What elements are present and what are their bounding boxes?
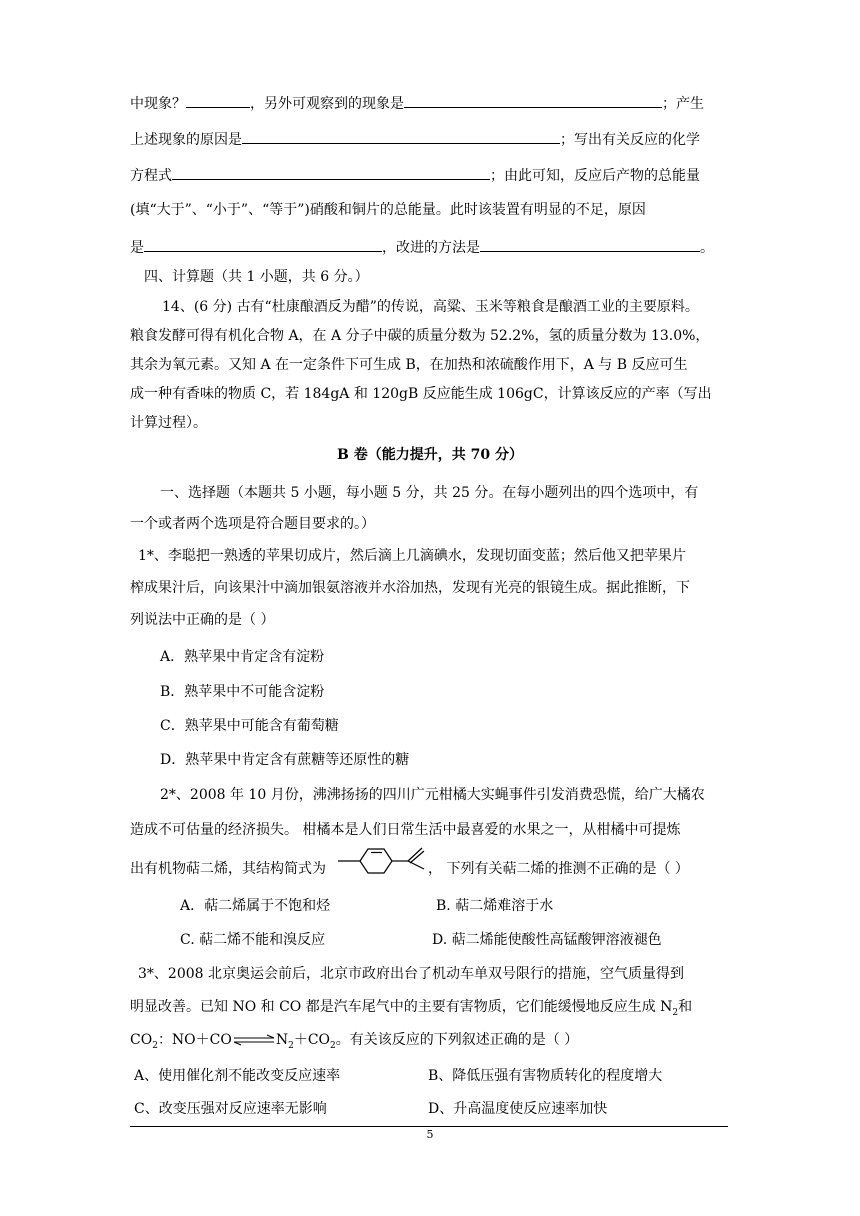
terpene-structure-formula bbox=[338, 843, 428, 879]
q1-stem-line: 列说法中正确的是（ ） bbox=[130, 612, 275, 628]
q14-line: 成一种有香味的物质 C，若 184gA 和 120gB 反应能生成 106gC，计算该反应的产率（写出 bbox=[130, 386, 712, 402]
page-number: 5 bbox=[426, 1128, 434, 1141]
subscript: 2 bbox=[330, 1040, 336, 1051]
q2-option-c[interactable]: C. 萜二烯不能和溴反应 bbox=[180, 932, 326, 948]
answer-blank[interactable] bbox=[144, 236, 382, 252]
text: 方程式 bbox=[130, 168, 172, 184]
b-intro-line: 一、选择题（本题共 5 小题，每小题 5 分，共 25 分。在每小题列出的四个选项中，有 bbox=[160, 485, 699, 501]
q14-line: 粮食发酵可得有机化合物 A，在 A 分子中碳的质量分数为 52.2%，氢的质量分数为 13.0%， bbox=[130, 328, 710, 344]
q1-option-b[interactable]: B．熟苹果中不可能含淀粉 bbox=[160, 684, 325, 700]
q13-line-2 bbox=[130, 128, 700, 150]
text: ，改进的方法是 bbox=[382, 240, 480, 256]
subscript: 2 bbox=[288, 1040, 294, 1051]
q3-option-d[interactable]: D、升高温度使反应速率加快 bbox=[428, 1101, 608, 1117]
answer-blank[interactable] bbox=[242, 128, 560, 144]
q1-stem-line: 1*、李聪把一熟透的苹果切成片，然后滴上几滴碘水，发现切面变蓝；然后他又把苹果片 bbox=[138, 548, 686, 564]
answer-blank[interactable] bbox=[404, 92, 662, 108]
q1-option-a[interactable]: A．熟苹果中肯定含有淀粉 bbox=[160, 649, 325, 665]
q14-line: 计算过程）。 bbox=[130, 415, 207, 431]
q1-stem-line: 榨成果汁后，向该果汁中滴加银氨溶液并水浴加热，发现有光亮的银镜生成。据此推断，下 bbox=[130, 580, 690, 596]
subscript: 2 bbox=[152, 1040, 158, 1051]
b-intro-line: 一个或者两个选项是符合题目要求的。） bbox=[130, 516, 375, 532]
q2-stem-line: 2*、2008 年 10 月份，沸沸扬扬的四川广元柑橘大实蝇事件引发消费恐慌，给广大橘农 bbox=[160, 787, 705, 803]
text: ；写出有关反应的化学 bbox=[560, 132, 700, 148]
q1-option-d[interactable]: D．熟苹果中肯定含有蔗糖等还原性的糖 bbox=[160, 752, 410, 768]
q13-line-3 bbox=[130, 164, 700, 186]
q13-line-4: (填“大于”、“小于”、“等于”)硝酸和铜片的总能量。此时该装置有明显的不足，原因 bbox=[130, 202, 646, 218]
footer-rule bbox=[130, 1126, 728, 1127]
text: 明显改善。已知 NO 和 CO 都是汽车尾气中的主要有害物质，它们能缓慢地反应生成 N bbox=[130, 999, 673, 1015]
q3-stem-line: 3*、2008 北京奥运会前后，北京市政府出台了机动车单双号限行的措施，空气质量得到 bbox=[138, 966, 684, 982]
text: 是 bbox=[130, 240, 144, 256]
subscript: 2 bbox=[672, 1007, 679, 1018]
q2-option-b[interactable]: B. 萜二烯难溶于水 bbox=[436, 898, 554, 914]
q13-line-5 bbox=[130, 236, 714, 258]
text: 。 bbox=[700, 240, 714, 256]
q2-stem-line-end: ， 下列有关萜二烯的推测不正确的是（ ） bbox=[428, 861, 689, 877]
text: ，另外可观察到的现象是 bbox=[250, 96, 404, 112]
text: 和 bbox=[678, 999, 693, 1015]
q3-option-a[interactable]: A、使用催化剂不能改变反应速率 bbox=[134, 1068, 341, 1084]
text: ；由此可知，反应后产物的总能量 bbox=[490, 168, 700, 184]
q2-option-a[interactable]: A．萜二烯属于不饱和烃 bbox=[180, 898, 331, 914]
q3-option-c[interactable]: C、改变压强对反应速率无影响 bbox=[134, 1101, 327, 1117]
reversible-arrow-icon bbox=[232, 1034, 276, 1046]
text: CO bbox=[130, 1032, 153, 1048]
b-section-title: B 卷（能力提升，共 70 分） bbox=[337, 447, 523, 463]
text: 。有关该反应的下列叙述正确的是（ ） bbox=[335, 1032, 579, 1048]
q13-line-1 bbox=[130, 92, 704, 114]
text: ：NO＋CO bbox=[157, 1032, 232, 1048]
q3-stem-line bbox=[130, 997, 692, 1023]
q14-line: 14、(6 分) 古有“杜康酿酒反为醋”的传说，高粱、玉米等粮食是酿酒工业的主要原料。 bbox=[162, 299, 699, 315]
answer-blank[interactable] bbox=[172, 164, 490, 180]
text: 中现象？ bbox=[130, 96, 186, 112]
answer-blank[interactable] bbox=[186, 92, 250, 108]
text: 上述现象的原因是 bbox=[130, 132, 242, 148]
q1-option-c[interactable]: C．熟苹果中可能含有葡萄糖 bbox=[160, 718, 339, 734]
answer-blank[interactable] bbox=[480, 236, 700, 252]
q2-option-d[interactable]: D. 萜二烯能使酸性高锰酸钾溶液褪色 bbox=[432, 932, 662, 948]
text: 出有机物萜二烯，其结构简式为 bbox=[130, 861, 326, 877]
q2-stem-line: 造成不可估量的经济损失。 柑橘本是人们日常生活中最喜爱的水果之一，从柑橘中可提炼 bbox=[130, 822, 681, 838]
q2-stem-line bbox=[130, 859, 326, 879]
text: N bbox=[275, 1032, 289, 1048]
q3-equation-line bbox=[130, 1030, 578, 1056]
q14-line: 其余为氧元素。又知 A 在一定条件下可生成 B，在加热和浓硫酸作用下，A 与 B 反应可生 bbox=[130, 357, 688, 373]
text: ＋CO bbox=[293, 1032, 331, 1048]
section-4-heading: 四、计算题（共 1 小题，共 6 分。） bbox=[144, 269, 369, 285]
text: ；产生 bbox=[662, 96, 704, 112]
q3-option-b[interactable]: B、降低压强有害物质转化的程度增大 bbox=[428, 1068, 663, 1084]
